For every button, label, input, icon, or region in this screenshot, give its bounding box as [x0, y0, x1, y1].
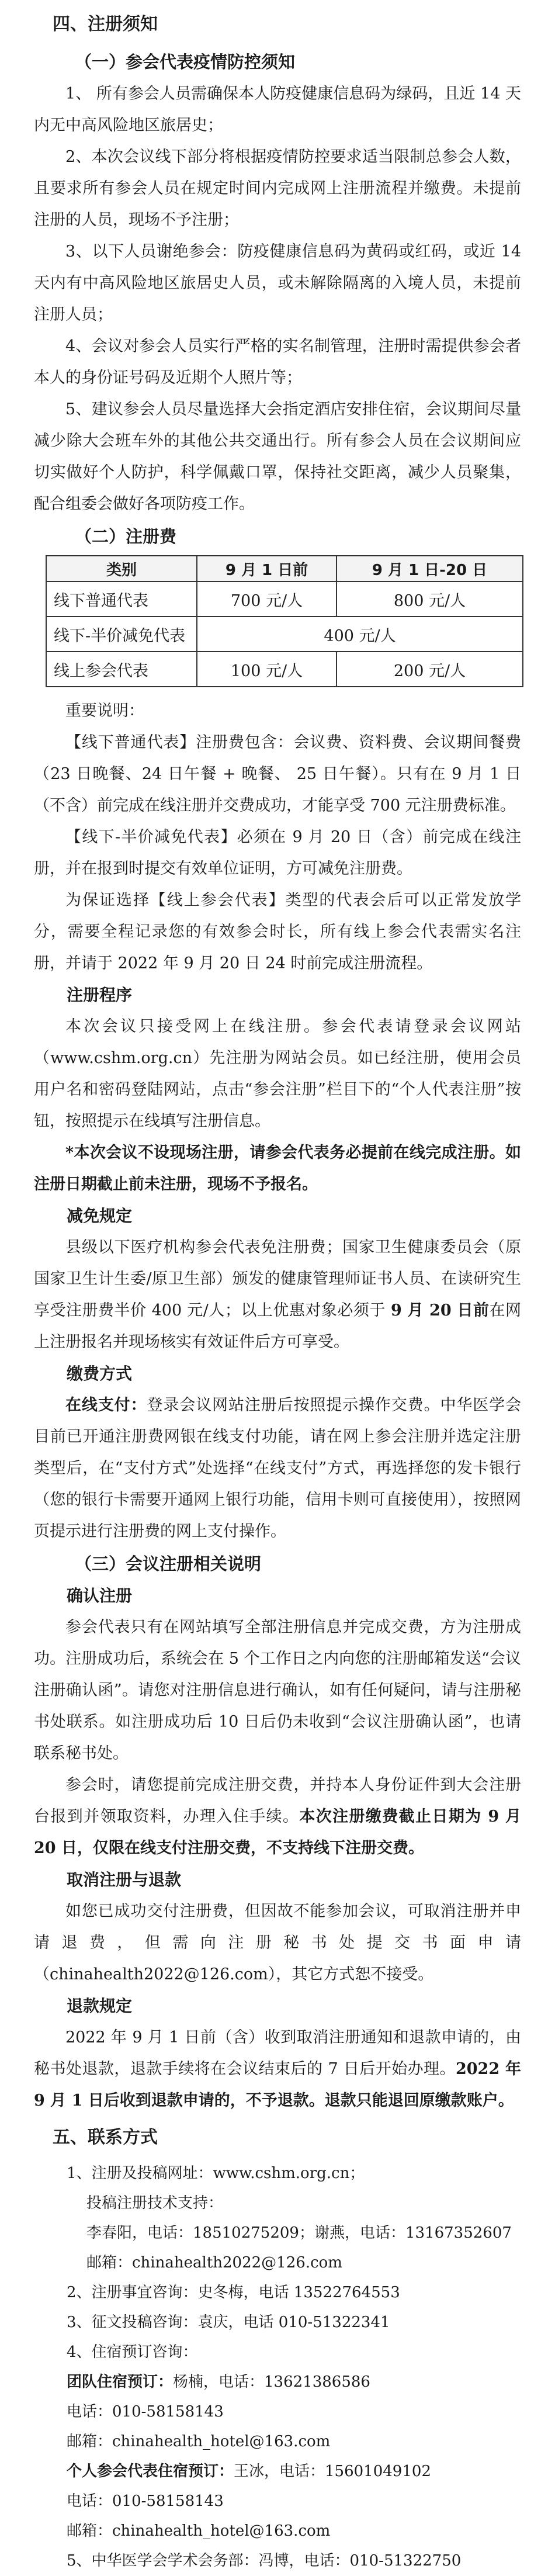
confirm-text: 参会代表只有在网站填写全部注册信息并完成交费，方为注册成功。注册成功后，系统会在 5 个工作日之内向您的注册邮箱发送“会议注册确认函”。请您对注册信息进行确认，如有任何疑问，请与注册秘书处联系。如注册成功后 10 日后仍未收到“会议注册确认函”，也请联系秘书处。 [34, 1618, 521, 1763]
cancel-title: 取消注册与退款 [67, 1870, 182, 1889]
section-title-contact: 五、联系方式 [53, 2127, 158, 2148]
contact-line: 2、注册事宜咨询：史冬梅，电话 13522764553 [67, 2284, 400, 2301]
fee-value: 400 元/人 [197, 617, 523, 652]
epidemic-item: 5、建议参会人员尽量选择大会指定酒店安排住宿，会议期间尽量减少除大会班车外的其他公共交通出行。所有参会人员在会议期间应切实做好个人防护，科学佩戴口罩，保持社交距离，减少人员聚集，配合组委会做好各项防疫工作。 [34, 400, 521, 513]
fee-category: 线下-半价减免代表 [46, 617, 197, 652]
fee-note: 为保证选择【线上参会代表】类型的代表会后可以正常发放学分，需要全程记录您的有效参会时长，所有线上参会代表需实名注册，并请于 2022 年 9 月 20 日 24 时前完成注册流程。 [34, 891, 521, 972]
contact-line: 5、中华医学会学术会务部：冯博，电话：010-51322750 [67, 2552, 462, 2570]
payment-text [34, 1390, 521, 1547]
team-hotel-contact: 杨楠，电话：13621386586 [173, 2373, 370, 2391]
waiver-deadline: 9 月 20 日前 [390, 1301, 490, 1320]
contact-line: 邮箱：chinahealth_hotel@163.com [67, 2522, 331, 2540]
fee-value: 800 元/人 [337, 581, 523, 617]
payment-body: 登录会议网站注册后按照提示操作交费。中华医学会目前已开通注册费网银在线支付功能，请在网上参会注册并选定注册类型后，在“支付方式”处选择“在线支付”方式，再选择您的发卡银行（您的银行卡需要开通网上银行功能，信用卡则可直接使用），按照网页提示进行注册费的网上支付操作。 [34, 1396, 522, 1540]
fee-note: 【线下-半价减免代表】必须在 9 月 20 日（含）前完成在线注册，并在报到时提交有效单位证明，方可减免注册费。 [34, 828, 521, 878]
fee-table-header: 类别 [46, 556, 197, 581]
epidemic-item: 4、会议对参会人员实行严格的实名制管理，注册时需提供参会者本人的身份证号码及近期个人照片等； [34, 337, 521, 387]
waiver-text [34, 1232, 521, 1358]
procedure-warning: *本次会议不设现场注册，请参会代表务必提前在线完成注册。如注册日期截止前未注册，现场不予报名。 [34, 1144, 521, 1193]
individual-hotel-contact: 王冰，电话：15601049102 [234, 2463, 431, 2480]
contact-line: 邮箱：chinahealth_hotel@163.com [67, 2433, 331, 2450]
contact-line-team-hotel [67, 2367, 521, 2397]
fee-value: 700 元/人 [197, 581, 337, 617]
arrival-text [34, 1770, 521, 1864]
contact-line: 邮箱：chinahealth2022@126.com [86, 2254, 342, 2272]
notes-title: 重要说明： [65, 702, 144, 720]
contact-line: 电话：010-58158143 [67, 2492, 224, 2510]
fee-table [46, 555, 523, 687]
fee-table-row [46, 617, 523, 652]
fee-note: 【线下普通代表】注册费包含：会议费、资料费、会议期间餐费（23 日晚餐、24 日午餐 + 晚餐、 25 日午餐）。只有在 9 月 1 日（不含）前完成在线注册并交费成功，才能享受 700 元注册费标准。 [34, 733, 521, 815]
fee-table-header: 9 月 1 日前 [197, 556, 337, 581]
individual-hotel-label: 个人参会代表住宿预订： [67, 2463, 234, 2480]
refund-text [34, 2022, 521, 2117]
contact-line: 李春阳，电话：18510275209；谢燕，电话：13167352607 [86, 2224, 512, 2242]
epidemic-item: 2、本次会议线下部分将根据疫情防控要求适当限制总参会人数，且要求所有参会人员在规定时间内完成网上注册流程并缴费。未提前注册的人员，现场不予注册； [34, 148, 521, 229]
refund-warning: 2022 年 9 月 1 日后收到退款申请的，不予退款。退款只能退回原缴款账户。 [34, 2060, 521, 2110]
waiver-text-a: 县级以下医疗机构参会代表免注册费；国家卫生健康委员会（原国家卫生计生委/原卫生部）颁发的健康管理师证书人员、在读研究生享受注册费半价 400 元/人；以上优惠对象必须于 [34, 1238, 521, 1320]
fee-value: 100 元/人 [197, 652, 337, 687]
contact-line: 1、注册及投稿网址：www.cshm.org.cn； [67, 2165, 365, 2182]
epidemic-item: 1、 所有参会人员需确保本人防疫健康信息码为绿码，且近 14 天内无中高风险地区旅居史； [34, 85, 521, 134]
confirm-title: 确认注册 [67, 1586, 133, 1605]
refund-body: 2022 年 9 月 1 日前（含）收到取消注册通知和退款申请的，由秘书处退款，退款手续将在会议结束后的 7 日后开始办理。 [34, 2028, 521, 2078]
waiver-title: 减免规定 [67, 1206, 133, 1225]
team-hotel-label: 团队住宿预订： [67, 2373, 174, 2391]
fee-table-header-row [46, 556, 523, 581]
subsection-title-registration-notes: （三）会议注册相关说明 [75, 1554, 262, 1574]
payment-label: 在线支付： [65, 1396, 147, 1414]
arrival-deadline: 本次注册缴费截止日期为 9 月 20 日，仅限在线支付注册交费，不支持线下注册交费。 [34, 1808, 521, 1857]
fee-table-row [46, 581, 523, 617]
fee-table-header: 9 月 1 日-20 日 [337, 556, 523, 581]
contact-line: 电话：010-58158143 [67, 2403, 224, 2421]
contact-line: 3、征文投稿咨询：袁庆，电话 010-51322341 [67, 2314, 390, 2331]
section-title-registration: 四、注册须知 [53, 14, 158, 34]
procedure-title: 注册程序 [67, 985, 133, 1005]
fee-category: 线上参会代表 [46, 652, 197, 687]
payment-title: 缴费方式 [67, 1364, 133, 1383]
arrival-body: 参会时，请您提前完成注册交费，并持本人身份证件到大会注册台报到并领取资料，办理入住手续。 [34, 1776, 521, 1826]
contact-line: 4、住宿预订咨询： [67, 2343, 198, 2361]
subsection-title-epidemic: （一）参会代表疫情防控须知 [75, 52, 296, 72]
fee-table-row [46, 652, 523, 687]
fee-category: 线下普通代表 [46, 581, 197, 617]
subsection-title-fee: （二）注册费 [75, 527, 177, 546]
contact-line: 投稿注册技术支持： [86, 2194, 224, 2212]
contact-line-individual-hotel [67, 2457, 521, 2487]
refund-title: 退款规定 [67, 1996, 133, 2016]
waiver-text-b: 在网上注册报名并现场核实有效证件后方可享受。 [34, 1301, 522, 1351]
procedure-text: 本次会议只接受网上在线注册。参会代表请登录会议网站（www.cshm.org.cn）先注册为网站会员。如已经注册，使用会员用户名和密码登陆网站，点击“参会注册”栏目下的“个人代表注册”按钮，按照提示在线填写注册信息。 [34, 1017, 521, 1130]
epidemic-item: 3、以下人员谢绝参会：防疫健康信息码为黄码或红码，或近 14 天内有中高风险地区旅居史人员，或未解除隔离的入境人员，未提前注册人员； [34, 243, 521, 324]
cancel-text: 如您已成功交付注册费，但因故不能参加会议，可取消注册并申请退费，但需向注册秘书处提交书面申请（chinahealth2022@126.com），其它方式恕不接受。 [34, 1902, 521, 1983]
fee-value: 200 元/人 [337, 652, 523, 687]
